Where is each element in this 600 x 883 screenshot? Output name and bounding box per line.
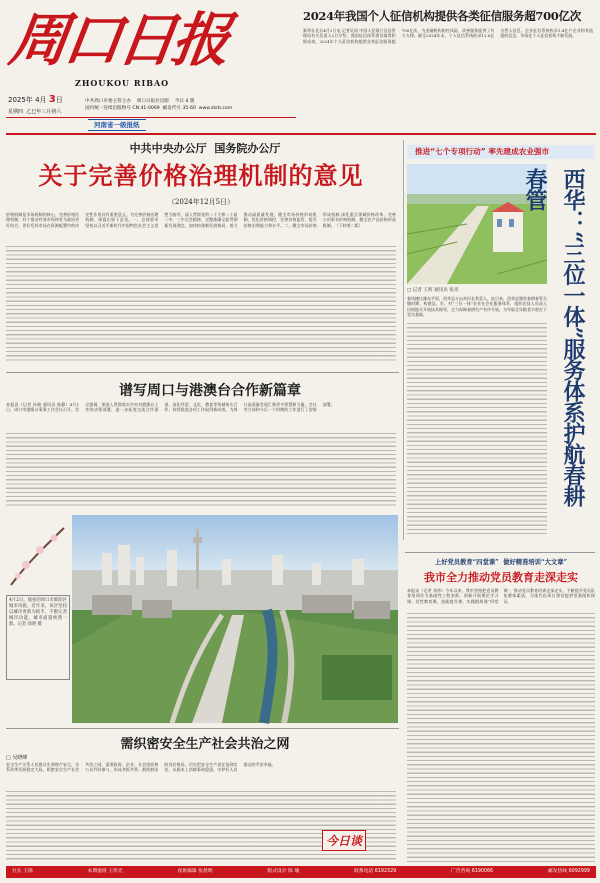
masthead-weekday: 星期四 乙巳年三月初六 [8,109,62,115]
footer-item: 邮发热线 6092999 [547,869,590,874]
footer-item: 联系电话 6192329 [354,869,397,874]
masthead-date: 2025年 4月 3日 [8,94,63,105]
top-story-title: 2024年我国个人征信机构提供各类征信服务超700亿次 [303,9,581,23]
story4-title: 我市全力推动党员教育走深走实 [424,571,578,584]
jinritan-logo: 今日谈 [322,830,366,851]
divider-2 [6,728,399,729]
masthead-info: 中共周口市委主管主办 周口日报社出版 今日 4 版 国内统一连续出版物号 CN 41-0069 邮发代号 35-60 www.zkrb.com [85,99,233,111]
header-divider [6,133,596,135]
story4-kicker: 上好党员教育“四堂课” 做好精准培训“大文章” [434,559,568,566]
main-body-texture [6,245,396,363]
footer-item: 本期值班 王伟光 [87,869,123,874]
story4-body: 本报讯（记者 刘伟）今年以来，我市坚持把党员教育培训作为基础性工程来抓，创新开展理论学习课、党性教育课、技能提升课、实践锻炼课“四堂课”，推动党员教育培训走深走实，不断提升党员队伍整体素质，为现代化周口建设提供坚强组织保证。 [407,588,595,604]
feature-vertical-title: 西华：“三位一体”服务体系护航春耕春管 [522,168,586,507]
main-body: 价格机制是市场机制的核心，完善价格治理机制，对于推动有效市场和有为政府更好结合，更好发挥市场在资源配置中的决定性作用具有重要意义。为完善价格治理机制，现提出如下意见。一、总体要求 坚持以习近平新时代中国特色社会主义思想为指导，深入贯彻党的二十大和二十届二中、三中全会精神，完整准确全面贯彻新发展理念，加快构建新发展格局，着力推动高质量发展，健全市场价格形成机制，优化价格调控，完善价格监管，提升价格治理能力和水平。二、健全市场价格形成机制 深化重点领域价格改革，完善公用事业价格机制，健全农产品价格形成机制。（下转第二版） [6,212,396,228]
masthead-pinyin: ZHOUKOU RIBAO [75,78,170,88]
footer-item: 版式设计 陈 瑜 [267,869,300,874]
column-divider [403,140,404,540]
story3-byline: □ 吴晓峰 [6,755,28,761]
main-kicker: 中共中央办公厅 国务院办公厅 [129,142,281,155]
divider-1 [6,372,399,373]
story3-body: 安全生产关系人民群众生命财产安全，关系改革发展稳定大局。织密安全生产社会共治之网，需要政府、企业、社会组织和公众共同参与，形成齐抓共管、群防群治的良好格局，切实把安全生产责任落到实处，从根本上消除事故隐患，守护好人民群众的平安幸福。 [6,762,276,773]
feature-body-texture [407,322,547,534]
feature-body: 春风拂过豫东平原，西华县万亩麦田长势喜人。连日来，西华县聚焦春耕春管关键时期，构建县、乡、村“三位一体”农业社会化服务体系，组织农技人员深入田间地头开展技术指导，全力保障春耕生产有序开展，为夺取全年粮食丰收打下坚实基础。 [407,296,547,318]
feature-body-continued [407,515,595,545]
photo-caption-box: 4月2日，航拍的周口市淮阳区城市风貌。近年来，该区坚持以城市更新为抓手，不断完善城市功能，城市面貌焕然一新。记者 徐明 摄 [6,595,70,680]
plum-blossom-decoration [6,520,70,590]
footer-item: 社长 王锦 [12,869,33,874]
main-date: （2024年12月5日） [167,198,235,206]
story2-body: 本报讯（记者 孙晓 通讯员 陈静）4月1日，周口市港澳台事务工作会议召开。会议强调，要深入贯彻落实中央对港澳台工作的决策部署，进一步拓宽交流合作渠道，深化经贸、文化、教育等领域务实合作，持续推进各项工作取得新成效，为周口高质量发展汇聚更多智慧和力量。会议对当前和今后一个时期的工作进行了安排部署。 [6,402,335,413]
footer-item: 广告咨询 6190066 [451,869,494,874]
feature-byline: □ 记者 王辉 通讯员 张炎 [407,288,459,293]
story4-body-texture [407,612,595,862]
masthead-rule [6,117,296,118]
story3-title: 需织密安全生产社会共治之网 [120,737,290,752]
story3-body-texture [6,790,396,862]
footer-bar [6,866,596,878]
feature-banner: 推进“七个专项行动” 率先建成农业强市 [407,145,595,159]
footer-item: 夜班编辑 张晨明 [177,869,213,874]
story2-title: 谱写周口与港澳台合作新篇章 [119,383,301,399]
masthead-badge: 河南省一级报纸 [88,119,146,131]
top-story-body: 新华社北京4月2日电 记者吴雨 中国人民银行征信管理局有关负责人2日介绍，我国征信体系建设取得积极成效，2024年个人征信机构提供各类征信服务超700亿次，为金融机构防控风险、改善服务提供了有力支撑。截至2024年末，个人征信系统收录11.6亿自然人信息，企业征信系统收录1.4亿户企业和其他组织信息，市场化个人征信机构不断发展。 [303,28,593,44]
aerial-city-photo [72,515,398,723]
story2-body-texture [6,432,396,506]
masthead-title: 周口日报 [5,6,231,74]
main-title: 关于完善价格治理机制的意见 [38,161,364,190]
divider-3 [405,552,595,553]
